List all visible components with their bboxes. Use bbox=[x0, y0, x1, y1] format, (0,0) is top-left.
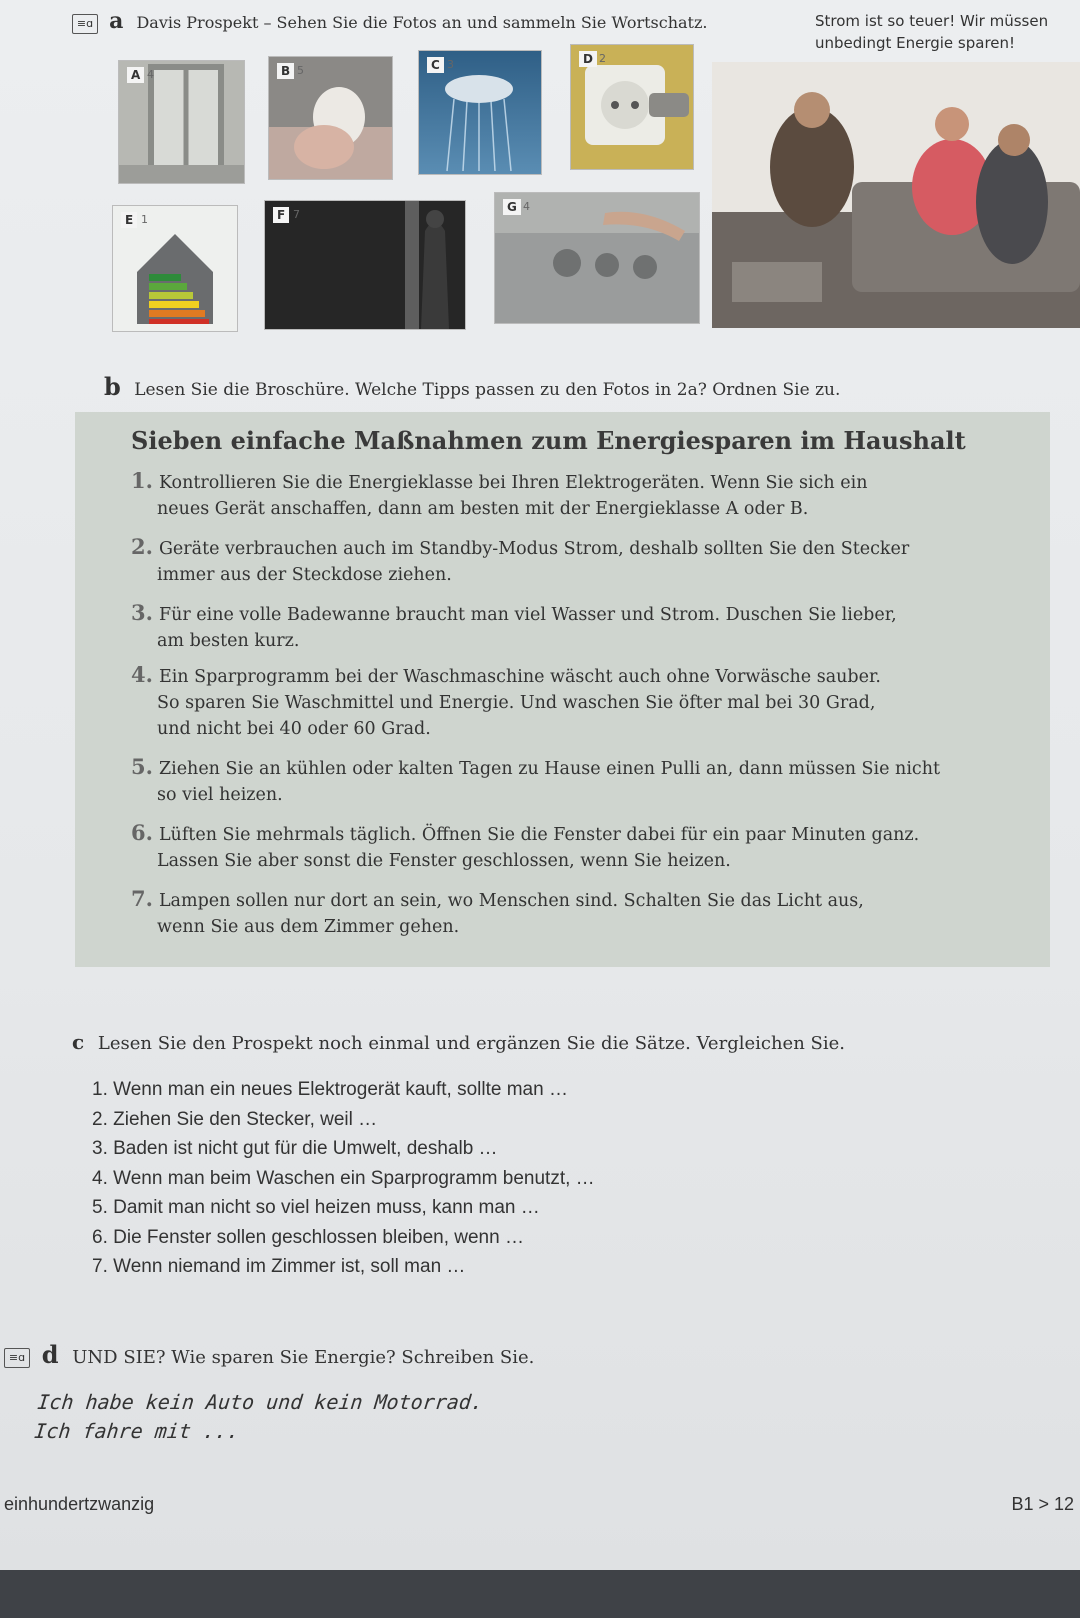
tip-item bbox=[131, 886, 1011, 940]
photo-answer: 3 bbox=[447, 58, 454, 71]
photo-label: G bbox=[503, 199, 521, 215]
sentence-item: 5. Damit man nicht so viel heizen muss, kann man … bbox=[92, 1197, 540, 1218]
tip-line: wenn Sie aus dem Zimmer gehen. bbox=[157, 917, 460, 937]
handwriting-line: Ich habe kein Auto und kein Motorrad. bbox=[36, 1390, 485, 1414]
tip-number: 5. bbox=[131, 754, 153, 779]
tip-item bbox=[131, 600, 1011, 654]
task-c-heading bbox=[72, 1030, 845, 1054]
handwritten-answer bbox=[33, 1388, 485, 1446]
tip-item bbox=[131, 662, 1011, 742]
photo-answer: 4 bbox=[147, 68, 154, 81]
photo-shower bbox=[418, 50, 542, 175]
task-d-text: UND SIE? Wie sparen Sie Energie? Schreiben Sie. bbox=[72, 1347, 535, 1368]
task-c-list bbox=[92, 1075, 595, 1282]
brochure-title: Sieben einfache Maßnahmen zum Energiesparen im Haushalt bbox=[131, 426, 966, 455]
tip-line: Ein Sparprogramm bei der Waschmaschine wäscht auch ohne Vorwäsche sauber. bbox=[158, 667, 881, 687]
speech-line-2: unbedingt Energie sparen! bbox=[815, 34, 1016, 52]
tip-line: Kontrollieren Sie die Energieklasse bei Ihren Elektrogeräten. Wenn Sie sich ein bbox=[158, 473, 868, 493]
sentence-item: 3. Baden ist nicht gut für die Umwelt, deshalb … bbox=[92, 1138, 498, 1159]
tip-line: Für eine volle Badewanne braucht man viel Wasser und Strom. Duschen Sie lieber, bbox=[158, 605, 897, 625]
photo-answer: 1 bbox=[141, 213, 148, 226]
photo-label: A bbox=[127, 67, 144, 83]
photo-answer: 4 bbox=[523, 200, 530, 213]
tip-number: 1. bbox=[131, 468, 153, 493]
tip-number: 2. bbox=[131, 534, 153, 559]
sentence-item: 1. Wenn man ein neues Elektrogerät kauft, sollte man … bbox=[92, 1079, 568, 1100]
photo-light-switch bbox=[264, 200, 466, 330]
task-d-heading bbox=[4, 1340, 534, 1369]
sentence-item: 7. Wenn niemand im Zimmer ist, soll man … bbox=[92, 1256, 466, 1277]
tip-item bbox=[131, 754, 1011, 808]
audio-icon: ≡ɑ bbox=[4, 1348, 30, 1368]
tip-line: und nicht bei 40 oder 60 Grad. bbox=[157, 719, 431, 739]
handwriting-line: Ich fahre mit ... bbox=[33, 1419, 241, 1443]
task-d-letter: d bbox=[41, 1340, 59, 1369]
photo-window bbox=[118, 60, 245, 184]
task-a-heading bbox=[72, 8, 708, 34]
photo-label: B bbox=[277, 63, 294, 79]
tip-number: 3. bbox=[131, 600, 153, 625]
tip-item bbox=[131, 468, 1011, 522]
tip-line: Lüften Sie mehrmals täglich. Öffnen Sie die Fenster dabei für ein paar Minuten ganz. bbox=[158, 825, 920, 845]
brochure-box bbox=[75, 412, 1050, 967]
task-c-letter: c bbox=[72, 1030, 85, 1054]
task-a-letter: a bbox=[109, 8, 124, 34]
tip-line: am besten kurz. bbox=[157, 631, 300, 651]
photo-label: F bbox=[273, 207, 289, 223]
background-surface bbox=[0, 1570, 1080, 1618]
photo-label: C bbox=[427, 57, 444, 73]
photo-answer: 2 bbox=[599, 52, 606, 65]
tip-item bbox=[131, 820, 1011, 874]
tip-line: Ziehen Sie an kühlen oder kalten Tagen zu Hause einen Pulli an, dann müssen Sie nicht bbox=[158, 759, 941, 779]
speech-bubble bbox=[815, 10, 1075, 54]
tip-line: Lassen Sie aber sonst die Fenster geschlossen, wenn Sie heizen. bbox=[157, 851, 731, 871]
living-room-image bbox=[712, 62, 1080, 328]
task-b-heading bbox=[104, 372, 840, 401]
sentence-item: 4. Wenn man beim Waschen ein Sparprogramm benutzt, … bbox=[92, 1167, 595, 1189]
tip-number: 7. bbox=[131, 886, 153, 911]
sentence-item: 2. Ziehen Sie den Stecker, weil … bbox=[92, 1108, 378, 1130]
photo-living-room bbox=[712, 62, 1080, 328]
photo-energy-label bbox=[112, 205, 238, 332]
photo-socket bbox=[570, 44, 694, 170]
tip-number: 4. bbox=[131, 662, 153, 687]
task-a-text: Davis Prospekt – Sehen Sie die Fotos an und sammeln Sie Wortschatz. bbox=[136, 13, 708, 32]
tip-line: immer aus der Steckdose ziehen. bbox=[157, 565, 452, 585]
page-number-word: einhundertzwanzig bbox=[4, 1494, 155, 1514]
task-b-letter: b bbox=[104, 372, 121, 401]
tip-line: Geräte verbrauchen auch im Standby-Modus Strom, deshalb sollten Sie den Stecker bbox=[158, 539, 910, 559]
photo-label: D bbox=[579, 51, 597, 67]
speech-line-1: Strom ist so teuer! Wir müssen bbox=[815, 12, 1049, 30]
audio-icon: ≡ɑ bbox=[72, 14, 98, 34]
tip-line: neues Gerät anschaffen, dann am besten mit der Energieklasse A oder B. bbox=[157, 499, 809, 519]
sentence-item: 6. Die Fenster sollen geschlossen bleiben, wenn … bbox=[92, 1226, 524, 1248]
photo-answer: 7 bbox=[293, 208, 300, 221]
tip-line: So sparen Sie Waschmittel und Energie. Und waschen Sie öfter mal bei 30 Grad, bbox=[157, 693, 876, 713]
photo-washing-machine bbox=[494, 192, 700, 324]
photo-answer: 5 bbox=[297, 64, 304, 77]
level-indicator: B1 > 12 bbox=[1011, 1494, 1074, 1514]
tip-line: so viel heizen. bbox=[157, 785, 283, 805]
tip-line: Lampen sollen nur dort an sein, wo Menschen sind. Schalten Sie das Licht aus, bbox=[158, 891, 864, 911]
tip-item bbox=[131, 534, 1011, 588]
photo-label: E bbox=[121, 212, 137, 228]
task-b-text: Lesen Sie die Broschüre. Welche Tipps passen zu den Fotos in 2a? Ordnen Sie zu. bbox=[134, 380, 841, 400]
task-c-text: Lesen Sie den Prospekt noch einmal und ergänzen Sie die Sätze. Vergleichen Sie. bbox=[97, 1033, 845, 1054]
photo-thermostat bbox=[268, 56, 393, 180]
tip-number: 6. bbox=[131, 820, 153, 845]
